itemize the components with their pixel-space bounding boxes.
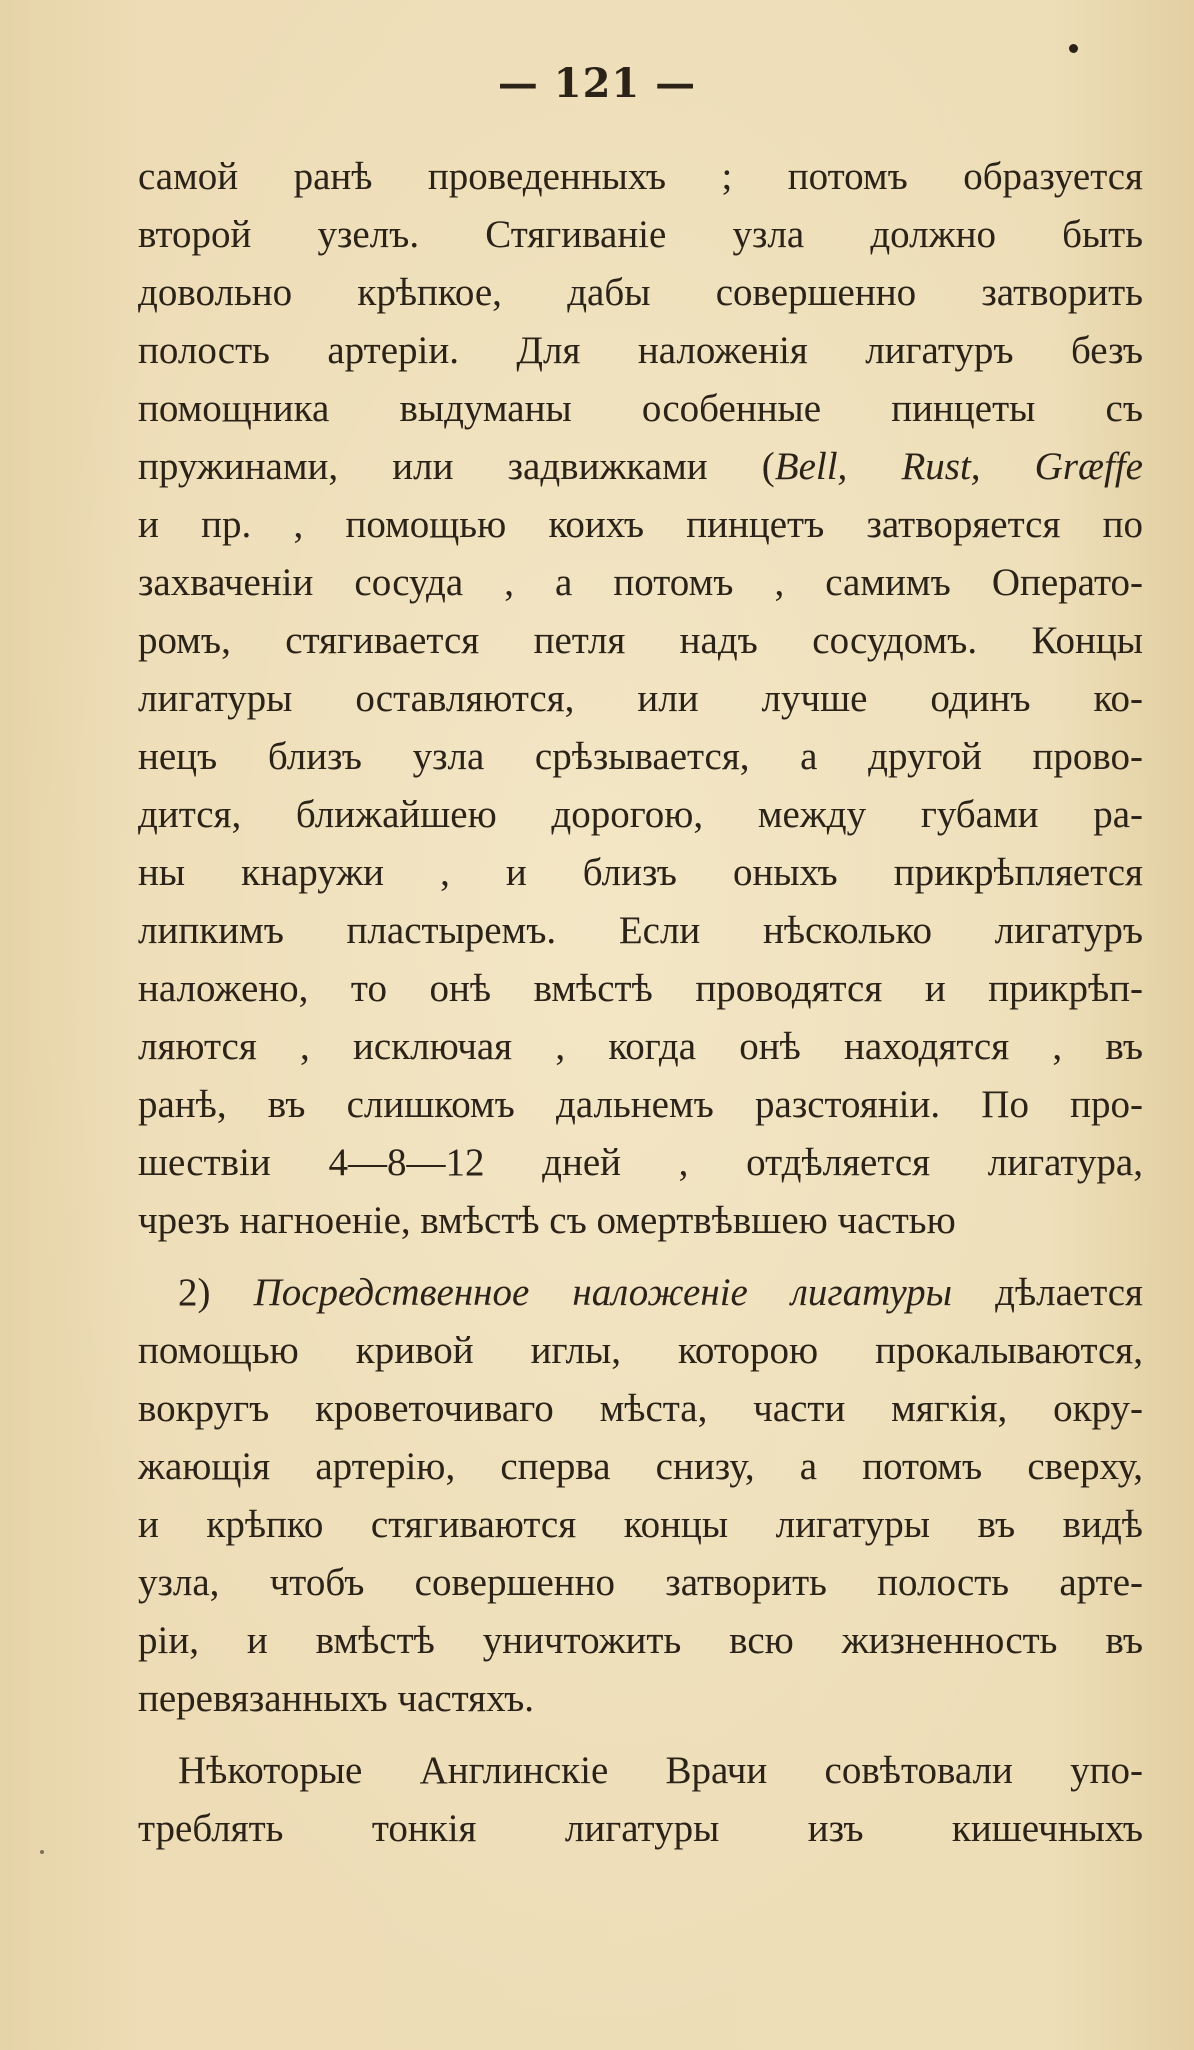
item-title: Посредственное наложенiе лигатуры: [253, 1271, 953, 1314]
text-line: и крѣпко стягиваются концы лигатуры въ видѣ: [138, 1503, 1143, 1546]
text-fragment: дѣлается: [952, 1271, 1143, 1314]
text-line: узла, чтобъ совершенно затворить полость арте-: [138, 1561, 1143, 1604]
ink-speck: [40, 1850, 44, 1854]
text-line: шествiи 4—8—12 дней , отдѣляется лигатура,: [138, 1141, 1143, 1184]
page-number: — 121 —: [497, 60, 697, 107]
text-line: ранѣ, въ слишкомъ дальнемъ разстоянiи. По про-: [138, 1083, 1143, 1126]
text-line: ляются , исключая , когда онѣ находятся , въ: [138, 1025, 1143, 1068]
text-line: полость артерiи. Для наложенiя лигатуръ безъ: [138, 329, 1143, 372]
text-line: лигатуры оставляются, или лучше одинъ ко-: [138, 677, 1143, 720]
text-fragment: пружинами, или задвижками (: [138, 445, 775, 488]
text-line: дится, ближайшею дорогою, между губами ра-: [138, 793, 1143, 836]
text-line: помощью кривой иглы, которою прокалываются,: [138, 1329, 1143, 1372]
text-line: довольно крѣпкое, дабы совершенно затворить: [138, 271, 1143, 314]
item-number: 2): [178, 1271, 254, 1314]
text-line: рiи, и вмѣстѣ уничтожить всю жизненность въ: [138, 1619, 1143, 1662]
author-citation: Bell, Rust, Græffe: [774, 445, 1143, 488]
text-line: помощника выдуманы особенные пинцеты съ: [138, 387, 1143, 430]
text-line: самой ранѣ проведенныхъ ; потомъ образуется: [138, 155, 1143, 198]
text-line: жающiя артерiю, сперва снизу, а потомъ сверху,: [138, 1445, 1143, 1488]
body-text: [138, 148, 1143, 1858]
text-line: нецъ близъ узла срѣзывается, а другой прово-: [138, 735, 1143, 778]
text-line: захваченiи сосуда , а потомъ , самимъ Операто-: [138, 561, 1143, 604]
text-line: наложено, то онѣ вмѣстѣ проводятся и прикрѣп-: [138, 967, 1143, 1010]
text-line: и пр. , помощью коихъ пинцетъ затворяется по: [138, 503, 1143, 546]
ink-spot: [1069, 44, 1078, 53]
text-line: второй узелъ. Стягиванiе узла должно быть: [138, 213, 1143, 256]
text-line: липкимъ пластыремъ. Если нѣсколько лигатуръ: [138, 909, 1143, 952]
text-line: перевязанныхъ частяхъ.: [138, 1677, 535, 1720]
text-line: ромъ, стягивается петля надъ сосудомъ. Концы: [138, 619, 1143, 662]
text-line: треблять тонкiя лигатуры изъ кишечныхъ: [138, 1807, 1143, 1850]
text-line: вокругъ кроветочиваго мѣста, части мягкiя, окру-: [138, 1387, 1143, 1430]
text-line: Нѣкоторые Англинскiе Врачи совѣтовали упо-: [178, 1749, 1143, 1792]
paragraph-heading-line: [138, 1264, 1143, 1322]
text-line: чрезъ нагноенiе, вмѣстѣ съ омертвѣвшею частью: [138, 1199, 956, 1242]
text-line-with-citation: [138, 438, 1143, 496]
text-line: ны кнаружи , и близъ оныхъ прикрѣпляется: [138, 851, 1143, 894]
